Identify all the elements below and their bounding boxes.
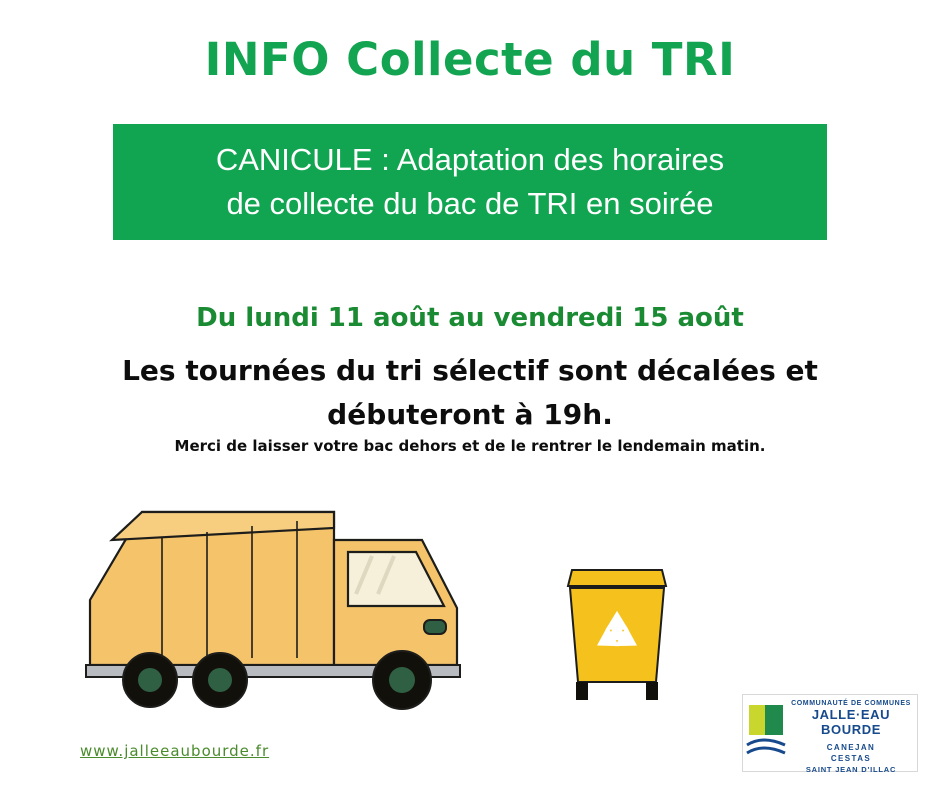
logo-line-4: CESTAS xyxy=(830,754,872,763)
body-line-1: Les tournées du tri sélectif sont décalées et xyxy=(122,354,818,387)
body-text xyxy=(70,349,870,437)
date-range-text: Du lundi 11 août au vendredi 15 août xyxy=(196,303,744,333)
page-title: INFO Collecte du TRI xyxy=(204,33,736,86)
yellow-recycling-bin-illustration xyxy=(552,560,682,710)
logo-mark-icon xyxy=(743,695,789,771)
logo-text xyxy=(789,695,917,774)
banner-line-1: CANICULE : Adaptation des horaires xyxy=(215,142,725,177)
logo-line-2: JALLE·EAU BOURDE xyxy=(811,707,891,737)
banner xyxy=(113,124,827,240)
logo-line-5: SAINT JEAN D'ILLAC xyxy=(805,765,897,774)
banner-line-2: de collecte du bac de TRI en soirée xyxy=(226,186,714,221)
logo-line-3: CANEJAN xyxy=(826,743,876,752)
note-text: Merci de laisser votre bac dehors et de le rentrer le lendemain matin. xyxy=(174,437,766,455)
logo xyxy=(742,694,918,772)
website-link[interactable]: www.jalleeaubourde.fr xyxy=(80,742,270,760)
body-line-2: débuteront à 19h. xyxy=(327,398,613,431)
logo-line-1: COMMUNAUTÉ DE COMMUNES xyxy=(791,700,911,707)
garbage-truck-illustration xyxy=(72,490,552,710)
